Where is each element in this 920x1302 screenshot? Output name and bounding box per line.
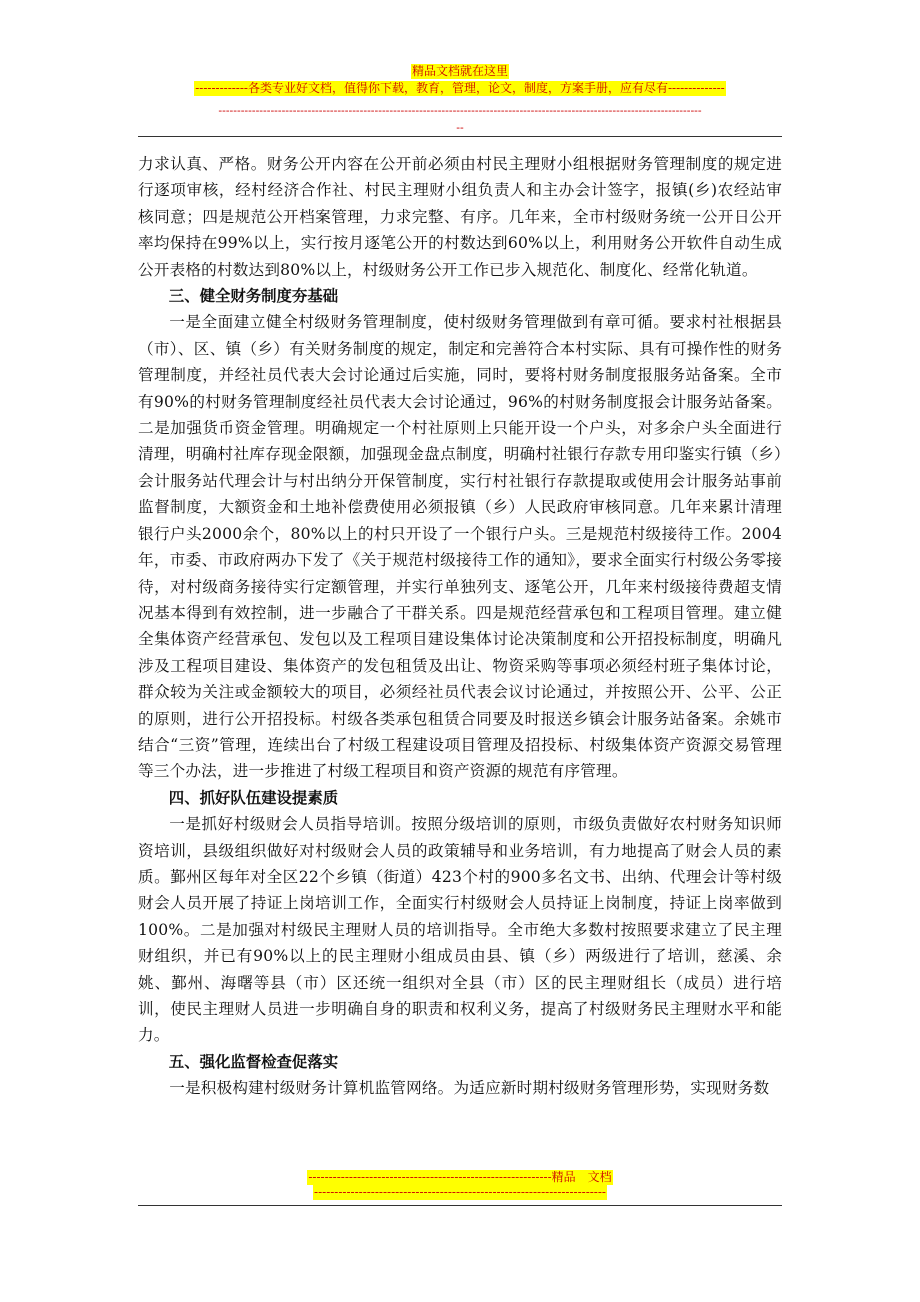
header-dashes-tail: -- (456, 121, 464, 134)
header-dashes: ---------------------------------------------------------------------------------------------------------------------------------- (218, 104, 702, 117)
paragraph-4: 一是积极构建村级财务计算机监管网络。为适应新时期村级财务管理形势，实现财务数 (169, 1079, 770, 1098)
footer-line-2: ------------------------------------------------------------------------ (314, 1185, 606, 1199)
section-heading-3: 三、健全财务制度夯基础 (168, 287, 339, 306)
document-body (138, 151, 782, 1102)
paragraph-1: 力求认真、严格。财务公开内容在公开前必须由村民主理财小组根据财务管理制度的规定进行逐项审核，经村经济合作社、村民主理财小组负责人和主办会计签字，报镇(乡)农经站审核同意；四是规范公开档案管理，力求完整、有序。几年来，全市村级财务统一公开日公开率均保持在99%以上，实行按月逐笔公开的村数达到60%以上，利用财务公开软件自动生成公开表格的村数达到80%以上，村级财务公开工作已步入规范化、制度化、经常化轨道。 (138, 155, 782, 279)
footer-rule (138, 1205, 782, 1206)
section-heading-5: 五、强化监督检查促落实 (168, 1052, 339, 1071)
header-rule (138, 136, 782, 137)
header-tagline: -------------各类专业好文档，值得你下载，教育，管理，论文，制度，方案手册，应有尽有-------------- (195, 81, 725, 95)
paragraph-3: 一是抓好村级财会人员指导培训。按照分级培训的原则，市级负责做好农村财务知识师资培训，县级组织做好对村级财会人员的政策辅导和业务培训，有力地提高了财会人员的素质。鄞州区每年对全区22个乡镇（街道）423个村的900多名文书、出纳、代理会计等村级财会人员开展了持证上岗培训工作，全面实行村级财会人员持证上岗制度，持证上岗率做到100%。二是加强对村级民主理财人员的培训指导。全市绝大多数村按照要求建立了民主理财组织，并已有90%以上的民主理财小组成员由县、镇（乡）两级进行了培训，慈溪、余姚、鄞州、海曙等县（市）区还统一组织对全县（市）区的民主理财组长（成员）进行培训，使民主理财人员进一步明确自身的职责和权利义务，提高了村级财务民主理财水平和能力。 (138, 815, 782, 1045)
page-footer (138, 1170, 782, 1200)
page-header (138, 64, 782, 96)
section-heading-4: 四、抓好队伍建设提素质 (168, 788, 339, 807)
footer-line-1: ------------------------------------------------------------精品 文档 (308, 1170, 612, 1184)
paragraph-2: 一是全面建立健全村级财务管理制度，使村级财务管理做到有章可循。要求村社根据县（市）、区、镇（乡）有关财务制度的规定，制定和完善符合本村实际、具有可操作性的财务管理制度，并经社员代表大会讨论通过后实施，同时，要将村财务制度报服务站备案。全市有90%的村财务管理制度经社员代表大会讨论通过，96%的村财务制度报会计服务站备案。二是加强货币资金管理。明确规定一个村社原则上只能开设一个户头，对多余户头全面进行清理，明确村社库存现金限额，加强现金盘点制度，明确村社银行存款专用印鉴实行镇（乡）会计服务站代理会计与村出纳分开保管制度，实行村社银行存款提取或使用会计服务站事前监督制度，大额资金和土地补偿费使用必须报镇（乡）人民政府审核同意。几年来累计清理银行户头2000余个，80%以上的村只开设了一个银行户头。三是规范村级接待工作。2004年，市委、市政府两办下发了《关于规范村级接待工作的通知》，要求全面实行村级公务零接待，对村级商务接待实行定额管理，并实行单独列支、逐笔公开，几年来村级接待费超支情况基本得到有效控制，进一步融合了干群关系。四是规范经营承包和工程项目管理。建立健全集体资产经营承包、发包以及工程项目建设集体讨论决策制度和公开招投标制度，明确凡涉及工程项目建设、集体资产的发包租赁及出让、物资采购等事项必须经村班子集体讨论，群众较为关注或金额较大的项目，必须经社员代表会议讨论通过，并按照公开、公平、公正的原则，进行公开招投标。村级各类承包租赁合同要及时报送乡镇会计服务站备案。余姚市结合“三资”管理，连续出台了村级工程建设项目管理及招投标、村级集体资产资源交易管理等三个办法，进一步推进了村级工程项目和资产资源的规范有序管理。 (138, 313, 782, 781)
header-title: 精品文档就在这里 (411, 64, 508, 78)
